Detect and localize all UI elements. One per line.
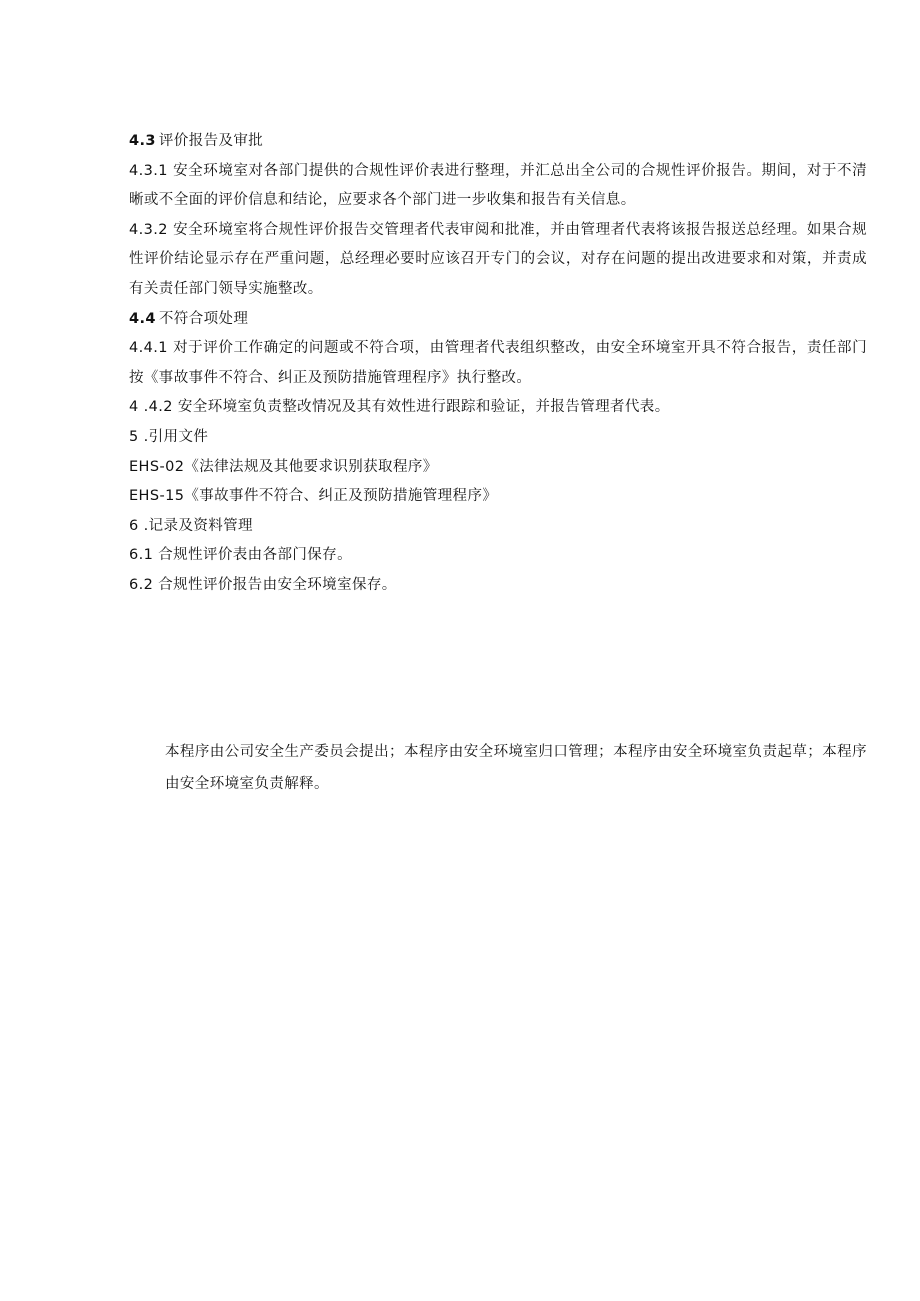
reference-ehs-15: EHS-15《事故事件不符合、纠正及预防措施管理程序》 — [129, 488, 498, 505]
section-title: 不符合项处理 — [158, 310, 249, 327]
section-heading-4-3 — [129, 127, 867, 157]
section-number: 4.3 — [129, 133, 156, 149]
paragraph-4-3-1: 4.3.1 安全环境室对各部门提供的合规性评价表进行整理，并汇总出全公司的合规性评价报告。期间，对于不清晰或不全面的评价信息和结论，应要求各个部门进一步收集和报告有关信息。 — [129, 162, 867, 209]
section-number: 4.4 — [129, 310, 156, 327]
reference-ehs-02: EHS-02《法律法规及其他要求识别获取程序》 — [129, 458, 438, 475]
procedure-footer-note: 本程序由公司安全生产委员会提出；本程序由安全环境室归口管理；本程序由安全环境室负责起草；本程序由安全环境室负责解释。 — [165, 744, 867, 792]
section-heading-5: 5 .引用文件 — [129, 428, 209, 445]
paragraph-6-2: 6.2 合规性评价报告由安全环境室保存。 — [129, 576, 397, 593]
paragraph-4-4-1: 4.4.1 对于评价工作确定的问题或不符合项，由管理者代表组织整改，由安全环境室开具不符合报告，责任部门按《事故事件不符合、纠正及预防措施管理程序》执行整改。 — [129, 340, 867, 386]
section-heading-4-4 — [129, 305, 867, 335]
document-body — [129, 127, 867, 601]
paragraph-6-1: 6.1 合规性评价表由各部门保存。 — [129, 547, 352, 564]
section-heading-6: 6 .记录及资料管理 — [129, 517, 253, 534]
section-title: 评价报告及审批 — [158, 133, 264, 149]
paragraph-4-3-2: 4.3.2 安全环境室将合规性评价报告交管理者代表审阅和批准，并由管理者代表将该报告报送总经理。如果合规性评价结论显示存在严重问题，总经理必要时应该召开专门的会议，对存在问题的提出改进要求和对策，并责成有关责任部门领导实施整改。 — [129, 221, 867, 297]
paragraph-4-4-2: 4 .4.2 安全环境室负责整改情况及其有效性进行跟踪和验证，并报告管理者代表。 — [129, 399, 670, 416]
